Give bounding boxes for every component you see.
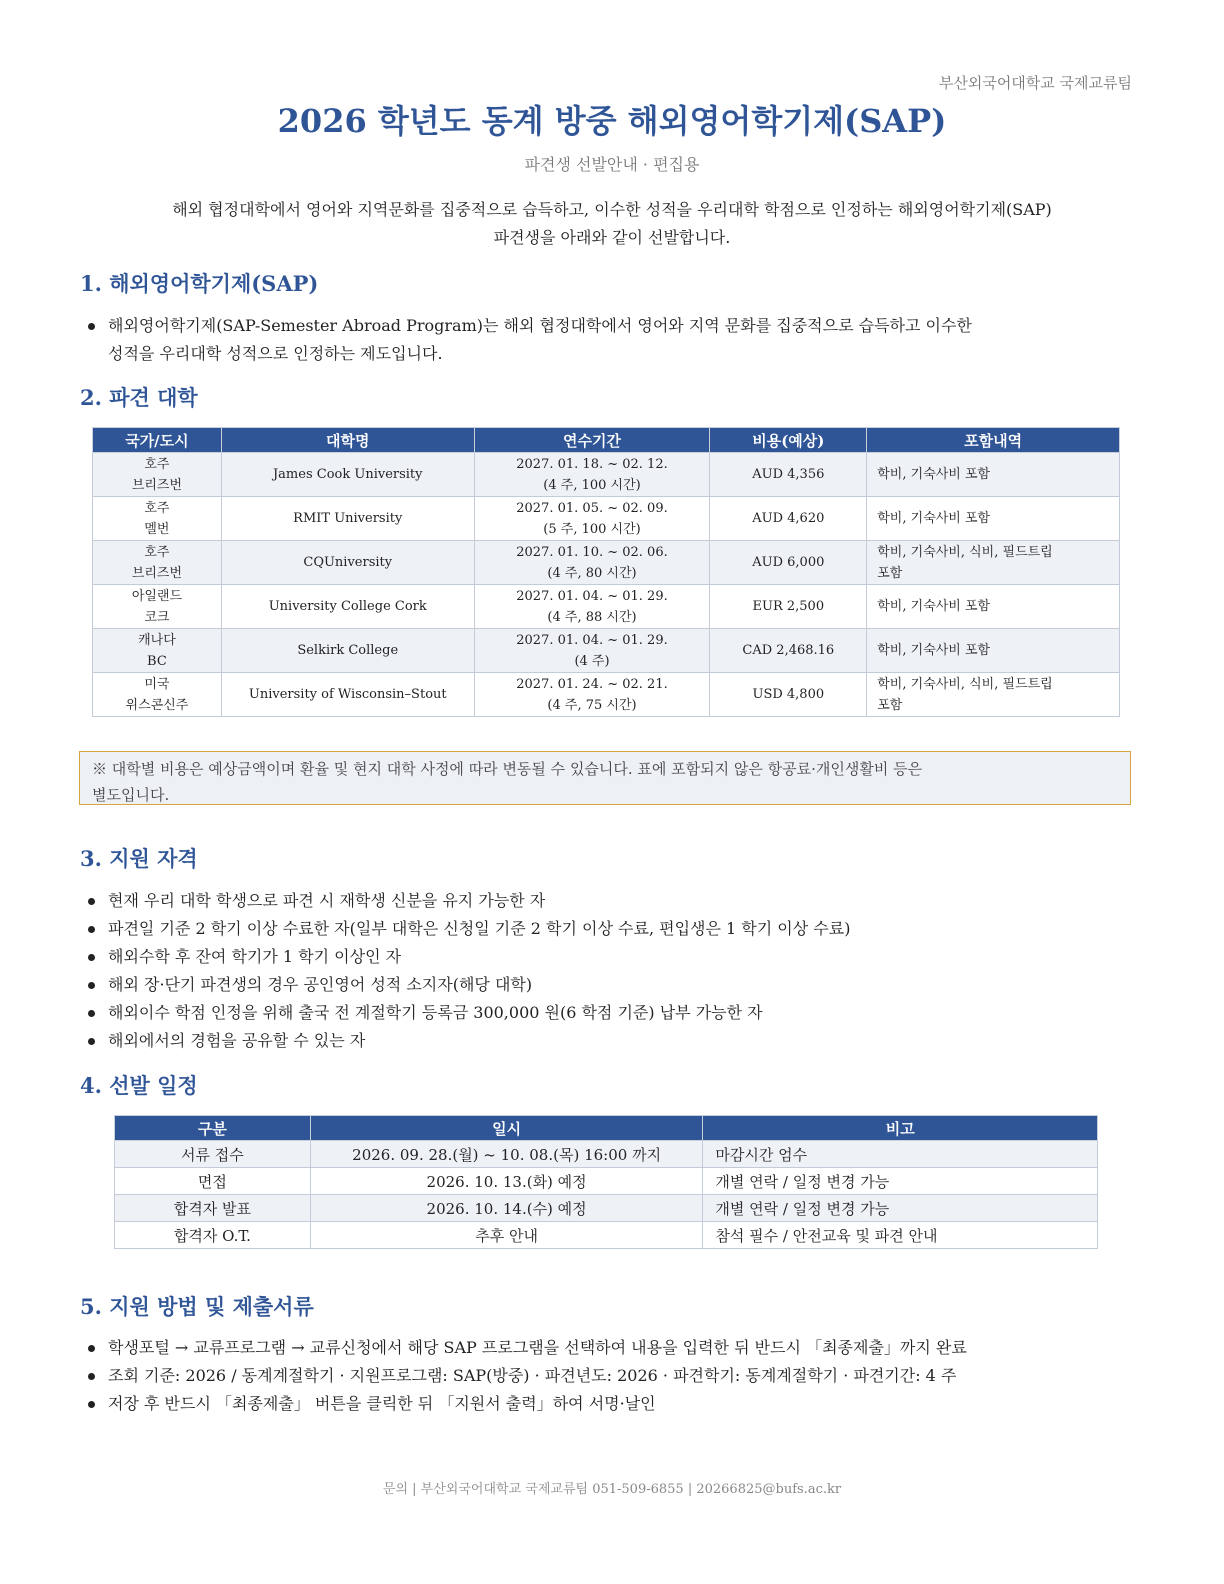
table-row (93, 497, 1120, 541)
column-header: 일시 (310, 1116, 703, 1141)
page-subtitle: 파견생 선발안내 · 편집용 (524, 155, 700, 174)
cost-cell: AUD 4,620 (710, 497, 867, 541)
intro-line: 파견생을 아래와 같이 선발합니다. (493, 228, 731, 247)
period-cell: 2027. 01. 24. ~ 02. 21. (4 주, 75 시간) (474, 673, 710, 717)
table-row (115, 1195, 1098, 1222)
column-header: 대학명 (221, 428, 474, 453)
list-item: 현재 우리 대학 학생으로 파견 시 재학생 신분을 유지 가능한 자 (82, 887, 1142, 915)
cost-cell: USD 4,800 (710, 673, 867, 717)
period-cell: 2027. 01. 04. ~ 01. 29. (4 주) (474, 629, 710, 673)
schedule-date-cell: 2026. 10. 13.(화) 예정 (310, 1168, 703, 1195)
country-city-cell: 미국 위스콘신주 (93, 673, 222, 717)
period-cell: 2027. 01. 04. ~ 01. 29. (4 주, 88 시간) (474, 585, 710, 629)
university-cell: CQUniversity (221, 541, 474, 585)
list-item (82, 312, 1102, 368)
includes-cell: 학비, 기숙사비 포함 (867, 585, 1120, 629)
university-cell: University of Wisconsin–Stout (221, 673, 474, 717)
schedule-note-cell: 개별 연락 / 일정 변경 가능 (703, 1168, 1098, 1195)
column-header: 비고 (703, 1116, 1098, 1141)
university-cell: James Cook University (221, 453, 474, 497)
cost-cell: AUD 4,356 (710, 453, 867, 497)
universities-table (92, 427, 1120, 717)
country-city-cell: 호주 브리즈번 (93, 541, 222, 585)
page-title: 2026 학년도 동계 방중 해외영어학기제(SAP) (277, 102, 947, 140)
schedule-note-cell: 마감시간 엄수 (703, 1141, 1098, 1168)
includes-cell: 학비, 기숙사비, 식비, 필드트립 포함 (867, 541, 1120, 585)
cost-cell: EUR 2,500 (710, 585, 867, 629)
section-heading-eligibility: 3. 지원 자격 (80, 846, 198, 871)
column-header: 구분 (115, 1116, 311, 1141)
list-item: 학생포털 → 교류프로그램 → 교류신청에서 해당 SAP 프로그램을 선택하여 내용을 입력한 뒤 반드시 「최종제출」까지 완료 (82, 1334, 1162, 1362)
country-city-cell: 호주 멜번 (93, 497, 222, 541)
includes-cell: 학비, 기숙사비 포함 (867, 453, 1120, 497)
section-heading-schedule: 4. 선발 일정 (80, 1073, 198, 1098)
note-line: 별도입니다. (92, 786, 170, 804)
schedule-type-cell: 합격자 O.T. (115, 1222, 311, 1249)
table-header-row (93, 428, 1120, 453)
column-header: 국가/도시 (93, 428, 222, 453)
country-city-cell: 캐나다 BC (93, 629, 222, 673)
column-header: 비용(예상) (710, 428, 867, 453)
table-row (93, 541, 1120, 585)
list-item: 해외수학 후 잔여 학기가 1 학기 이상인 자 (82, 943, 1142, 971)
includes-cell: 학비, 기숙사비 포함 (867, 497, 1120, 541)
eligibility-list (82, 887, 1142, 1055)
list-item: 조회 기준: 2026 / 동계계절학기 · 지원프로그램: SAP(방중) · 파견년도: 2026 · 파견학기: 동계계절학기 · 파견기간: 4 주 (82, 1362, 1162, 1390)
table-row (93, 585, 1120, 629)
intro-line: 해외 협정대학에서 영어와 지역문화를 집중적으로 습득하고, 이수한 성적을 우리대학 학점으로 인정하는 해외영어학기제(SAP) (172, 200, 1052, 219)
schedule-date-cell: 2026. 10. 14.(수) 예정 (310, 1195, 703, 1222)
column-header: 연수기간 (474, 428, 710, 453)
cost-note-box (79, 751, 1131, 805)
intro-paragraph (80, 196, 1144, 252)
list-item: 해외에서의 경험을 공유할 수 있는 자 (82, 1027, 1142, 1055)
table-row (93, 453, 1120, 497)
org-name: 부산외국어대학교 국제교류팀 (938, 74, 1132, 92)
includes-cell: 학비, 기숙사비 포함 (867, 629, 1120, 673)
schedule-type-cell: 합격자 발표 (115, 1195, 311, 1222)
table-row (115, 1222, 1098, 1249)
includes-cell: 학비, 기숙사비, 식비, 필드트립 포함 (867, 673, 1120, 717)
section-heading-application: 5. 지원 방법 및 제출서류 (80, 1294, 314, 1319)
country-city-cell: 아일랜드 코크 (93, 585, 222, 629)
table-row (93, 629, 1120, 673)
list-item: 파견일 기준 2 학기 이상 수료한 자(일부 대학은 신청일 기준 2 학기 이상 수료, 편입생은 1 학기 이상 수료) (82, 915, 1142, 943)
schedule-type-cell: 면접 (115, 1168, 311, 1195)
list-item-text: 해외영어학기제(SAP-Semester Abroad Program)는 해외 협정대학에서 영어와 지역 문화를 집중적으로 습득하고 이수한 (108, 316, 972, 335)
cost-cell: AUD 6,000 (710, 541, 867, 585)
table-row (115, 1168, 1098, 1195)
schedule-date-cell: 2026. 09. 28.(월) ~ 10. 08.(목) 16:00 까지 (310, 1141, 703, 1168)
section-heading-sap: 1. 해외영어학기제(SAP) (80, 271, 319, 296)
schedule-type-cell: 서류 접수 (115, 1141, 311, 1168)
period-cell: 2027. 01. 10. ~ 02. 06. (4 주, 80 시간) (474, 541, 710, 585)
period-cell: 2027. 01. 18. ~ 02. 12. (4 주, 100 시간) (474, 453, 710, 497)
country-city-cell: 호주 브리즈번 (93, 453, 222, 497)
university-cell: University College Cork (221, 585, 474, 629)
section-sap-list (82, 312, 1102, 368)
list-item: 저장 후 반드시 「최종제출」 버튼을 클릭한 뒤 「지원서 출력」하여 서명·날인 (82, 1390, 1162, 1418)
table-header-row (115, 1116, 1098, 1141)
schedule-date-cell: 추후 안내 (310, 1222, 703, 1249)
application-list (82, 1334, 1162, 1418)
schedule-note-cell: 개별 연락 / 일정 변경 가능 (703, 1195, 1098, 1222)
schedule-table (114, 1115, 1098, 1249)
period-cell: 2027. 01. 05. ~ 02. 09. (5 주, 100 시간) (474, 497, 710, 541)
university-cell: Selkirk College (221, 629, 474, 673)
list-item: 해외이수 학점 인정을 위해 출국 전 계절학기 등록금 300,000 원(6 학점 기준) 납부 가능한 자 (82, 999, 1142, 1027)
schedule-note-cell: 참석 필수 / 안전교육 및 파견 안내 (703, 1222, 1098, 1249)
table-row (93, 673, 1120, 717)
cost-cell: CAD 2,468.16 (710, 629, 867, 673)
university-cell: RMIT University (221, 497, 474, 541)
list-item: 해외 장·단기 파견생의 경우 공인영어 성적 소지자(해당 대학) (82, 971, 1142, 999)
note-line: ※ 대학별 비용은 예상금액이며 환율 및 현지 대학 사정에 따라 변동될 수 있습니다. 표에 포함되지 않은 항공료·개인생활비 등은 (92, 760, 923, 778)
section-heading-universities: 2. 파견 대학 (80, 385, 198, 410)
table-row (115, 1141, 1098, 1168)
list-item-text: 성적을 우리대학 성적으로 인정하는 제도입니다. (108, 344, 443, 363)
column-header: 포함내역 (867, 428, 1120, 453)
footer-contact: 문의 | 부산외국어대학교 국제교류팀 051-509-6855 | 20266825@bufs.ac.kr (382, 1482, 842, 1497)
